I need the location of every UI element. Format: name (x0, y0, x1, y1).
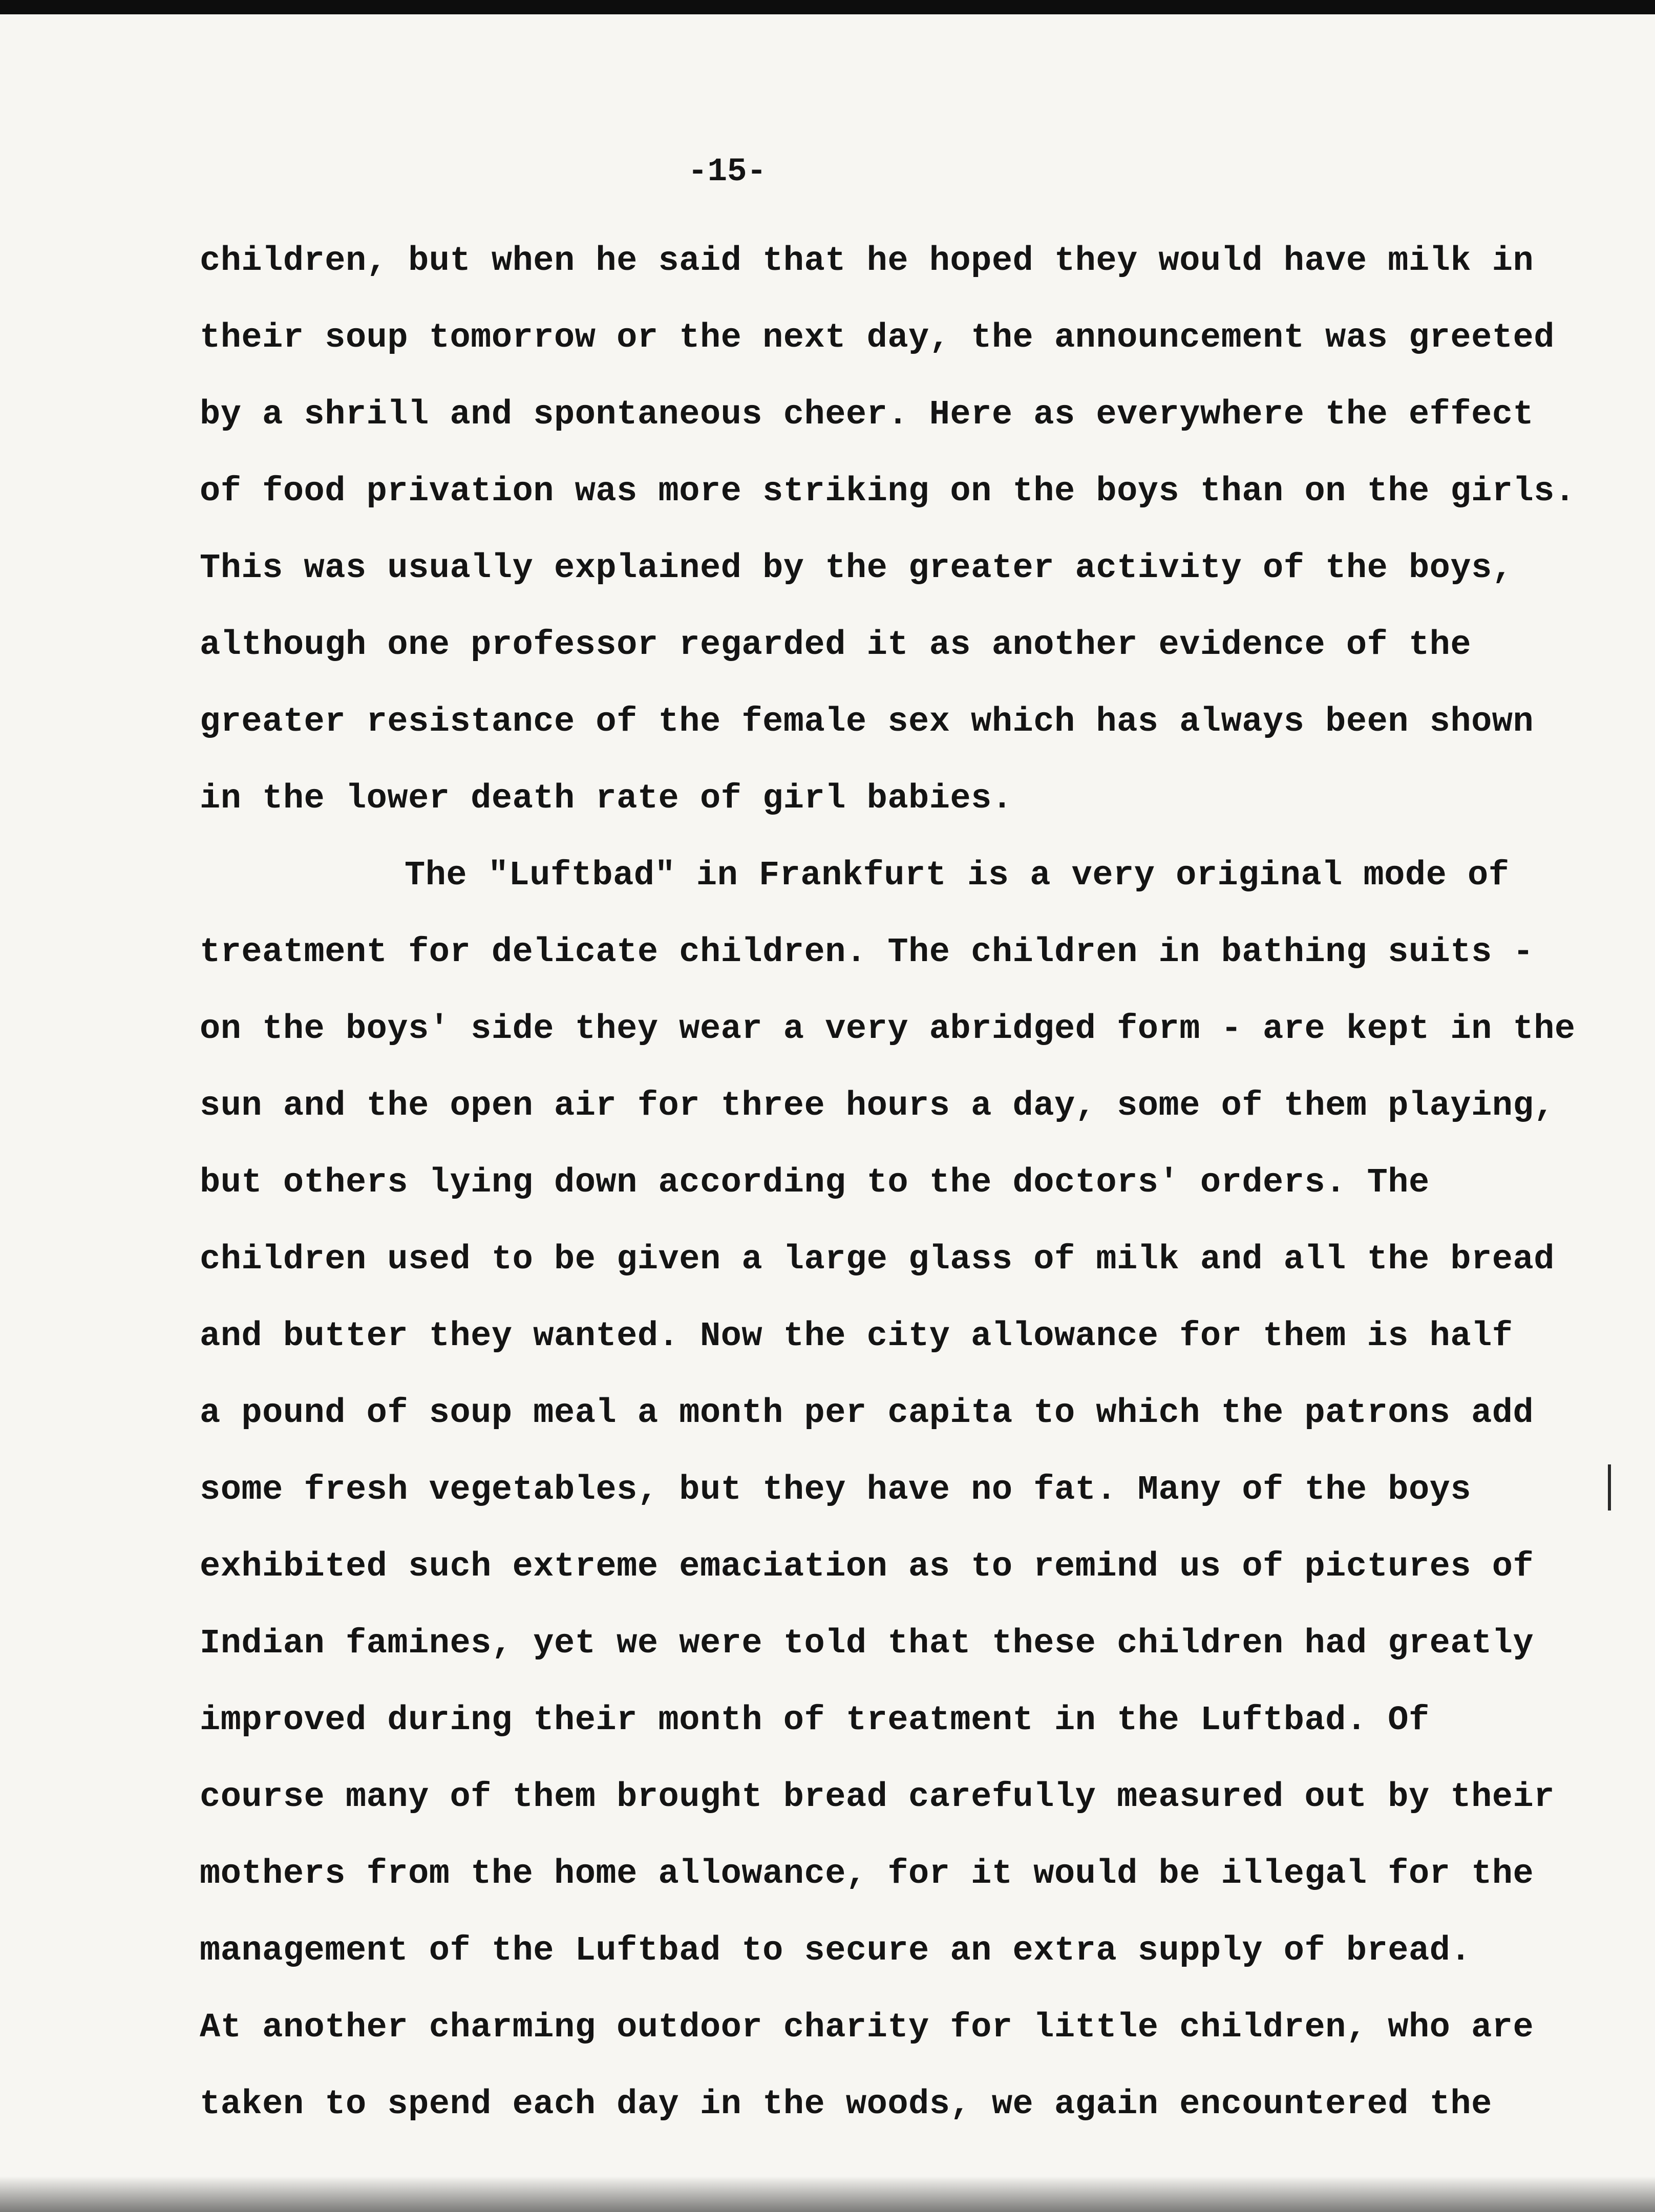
text-line: course many of them brought bread carefully measured out by their (200, 1778, 1555, 1817)
scan-mark (1608, 1464, 1611, 1511)
text-line: exhibited such extreme emaciation as to remind us of pictures of (200, 1547, 1534, 1586)
text-line: and butter they wanted. Now the city allowance for them is half (200, 1317, 1513, 1356)
text-line: At another charming outdoor charity for little children, who are (200, 2008, 1534, 2047)
text-line: children used to be given a large glass of milk and all the bread (200, 1240, 1555, 1279)
text-line: management of the Luftbad to secure an extra supply of bread. (200, 1931, 1472, 1970)
text-line: sun and the open air for three hours a day, some of them playing, (200, 1087, 1555, 1125)
text-line: greater resistance of the female sex which has always been shown (200, 703, 1534, 741)
text-line: taken to spend each day in the woods, we again encountered the (200, 2085, 1492, 2124)
text-line: treatment for delicate children. The children in bathing suits - (200, 933, 1534, 972)
text-line: Indian famines, yet we were told that these children had greatly (200, 1624, 1534, 1663)
text-line: on the boys' side they wear a very abridged form - are kept in the (200, 1010, 1576, 1049)
text-line: a pound of soup meal a month per capita to which the patrons add (200, 1394, 1534, 1433)
text-line: some fresh vegetables, but they have no fat. Many of the boys (200, 1471, 1472, 1509)
text-line: of food privation was more striking on the boys than on the girls. (200, 472, 1576, 511)
text-line: their soup tomorrow or the next day, the announcement was greeted (200, 318, 1555, 357)
text-line: This was usually explained by the greater activity of the boys, (200, 549, 1513, 588)
scan-bottom-edge (0, 2176, 1655, 2212)
text-line: improved during their month of treatment in the Luftbad. Of (200, 1701, 1430, 1740)
text-line: although one professor regarded it as another evidence of the (200, 626, 1472, 665)
text-line: but others lying down according to the doctors' orders. The (200, 1163, 1430, 1202)
text-line: children, but when he said that he hoped they would have milk in (200, 242, 1534, 281)
page-number: -15- (688, 154, 767, 190)
text-line: by a shrill and spontaneous cheer. Here as everywhere the effect (200, 395, 1534, 434)
text-line: mothers from the home allowance, for it would be illegal for the (200, 1855, 1534, 1894)
text-line: in the lower death rate of girl babies. (200, 779, 1013, 818)
scan-top-border (0, 0, 1655, 14)
text-line: The "Luftbad" in Frankfurt is a very original mode of (405, 856, 1510, 895)
